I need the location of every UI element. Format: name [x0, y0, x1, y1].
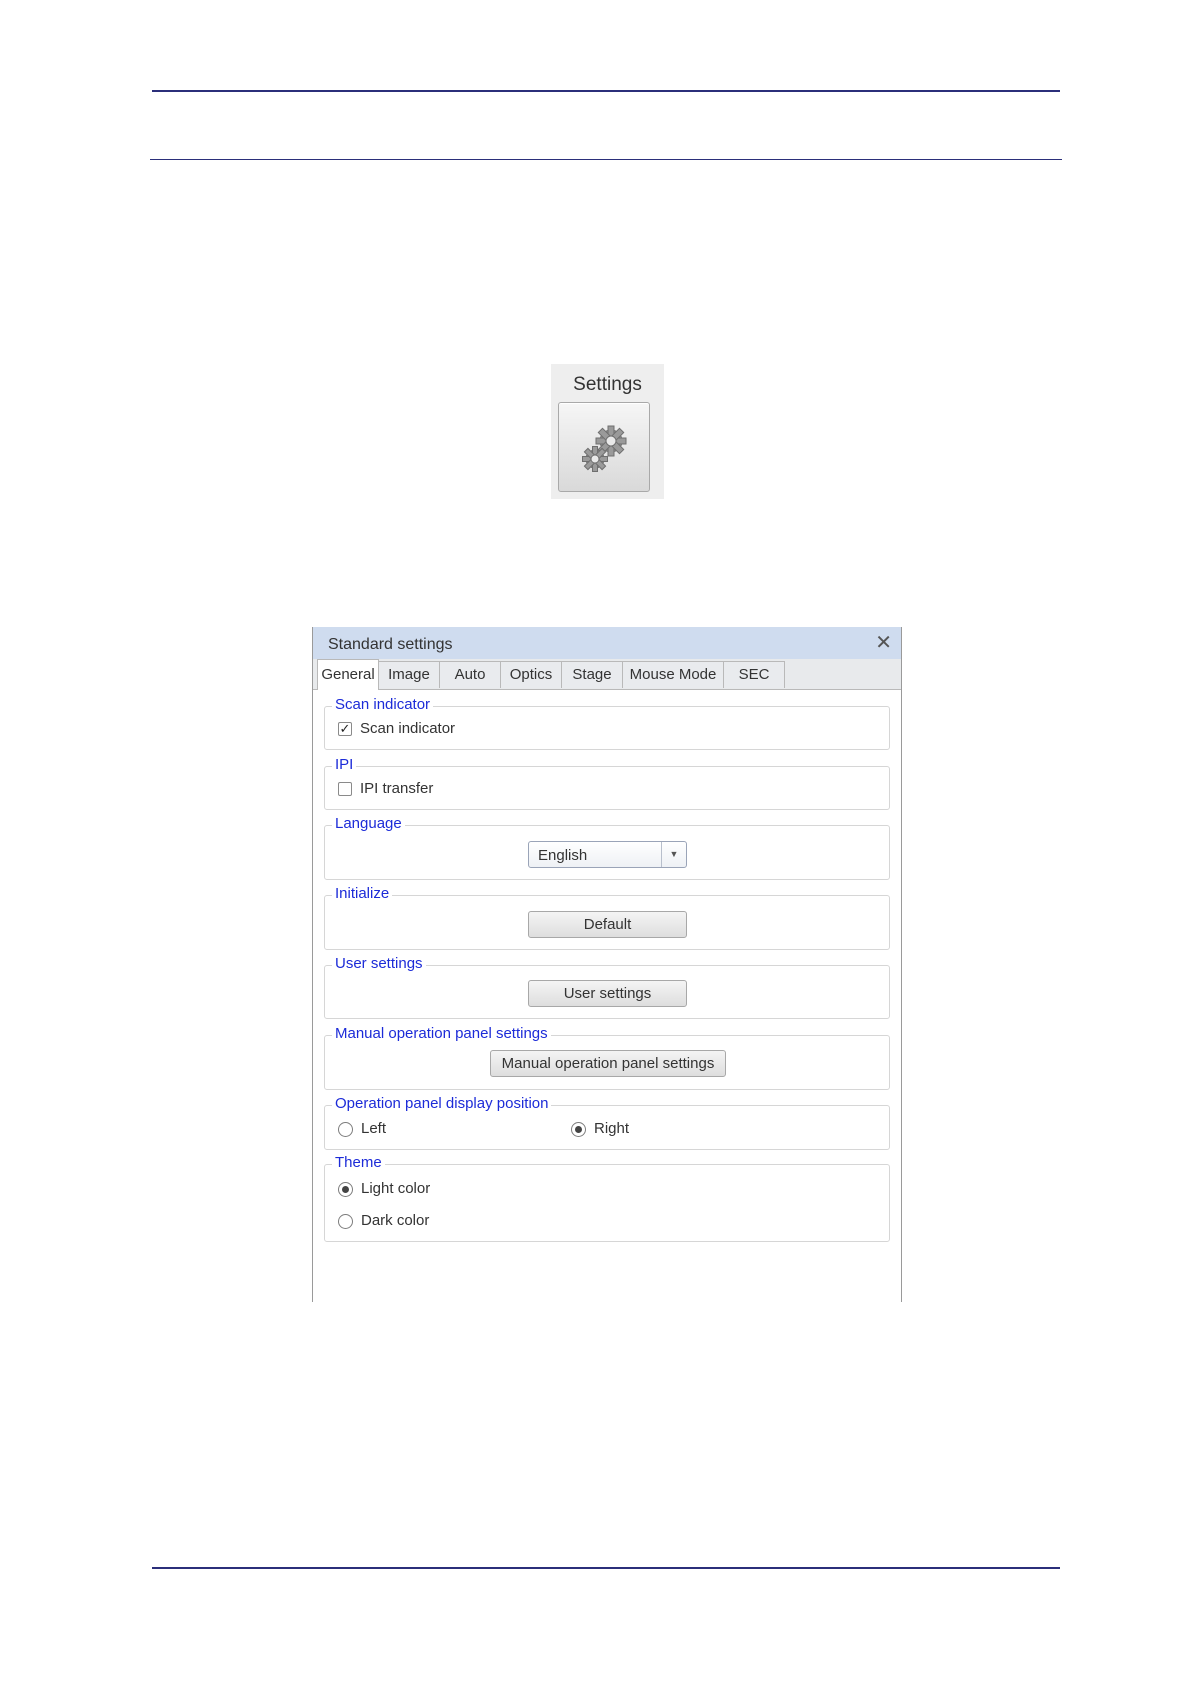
ipi-group: [324, 756, 890, 810]
dialog-title: Standard settings: [328, 636, 453, 653]
settings-button[interactable]: [558, 402, 650, 492]
standard-settings-dialog: [312, 627, 902, 1302]
tab-stage[interactable]: Stage: [561, 661, 623, 688]
settings-ribbon-group: [551, 364, 664, 499]
header-rule: [152, 90, 1060, 92]
panel-position-legend: Operation panel display position: [332, 1095, 551, 1112]
tab-mouse-mode[interactable]: Mouse Mode: [622, 661, 724, 688]
ipi-legend: IPI: [332, 756, 356, 773]
tab-image[interactable]: Image: [378, 661, 440, 688]
position-left-label: Left: [361, 1120, 387, 1137]
header-divider: [150, 159, 1062, 160]
user-settings-group: [324, 955, 890, 1019]
theme-group: [324, 1154, 890, 1242]
tab-general[interactable]: General: [317, 659, 379, 690]
language-legend: Language: [332, 815, 405, 832]
scan-indicator-checkbox[interactable]: ✓: [339, 721, 351, 736]
theme-legend: Theme: [332, 1154, 385, 1171]
initialize-legend: Initialize: [332, 885, 392, 902]
footer-rule: [152, 1567, 1060, 1569]
position-right-radio[interactable]: [571, 1122, 586, 1137]
theme-light-radio[interactable]: [338, 1182, 353, 1197]
language-select-value: English: [538, 847, 588, 864]
manual-panel-group: [324, 1025, 890, 1090]
gear-icon: [575, 419, 635, 479]
theme-dark-label: Dark color: [361, 1212, 430, 1229]
ipi-transfer-label: IPI transfer: [360, 780, 434, 797]
position-right-label: Right: [594, 1120, 630, 1137]
default-button[interactable]: Default: [528, 911, 687, 938]
user-settings-legend: User settings: [332, 955, 426, 972]
tab-optics[interactable]: Optics: [500, 661, 562, 688]
dialog-titlebar: [313, 627, 901, 659]
theme-dark-radio[interactable]: [338, 1214, 353, 1229]
language-group: [324, 815, 890, 880]
scan-indicator-group: [324, 696, 890, 750]
settings-ribbon-title: Settings: [573, 374, 642, 395]
tab-auto[interactable]: Auto: [439, 661, 501, 688]
user-settings-button[interactable]: User settings: [528, 980, 687, 1007]
language-select[interactable]: [528, 841, 687, 868]
ipi-transfer-checkbox[interactable]: [338, 782, 352, 796]
tab-sec[interactable]: SEC: [723, 661, 785, 688]
scan-indicator-legend: Scan indicator: [332, 696, 433, 713]
scan-indicator-label: Scan indicator: [360, 720, 456, 737]
initialize-group: [324, 885, 890, 950]
tab-strip: [313, 659, 901, 690]
theme-light-label: Light color: [361, 1180, 431, 1197]
close-icon[interactable]: ✕: [875, 632, 892, 654]
manual-panel-legend: Manual operation panel settings: [332, 1025, 551, 1042]
position-left-radio[interactable]: [338, 1122, 353, 1137]
manual-panel-settings-button[interactable]: Manual operation panel settings: [490, 1050, 726, 1077]
chevron-down-icon: ▼: [661, 842, 686, 867]
panel-position-group: [324, 1095, 890, 1150]
